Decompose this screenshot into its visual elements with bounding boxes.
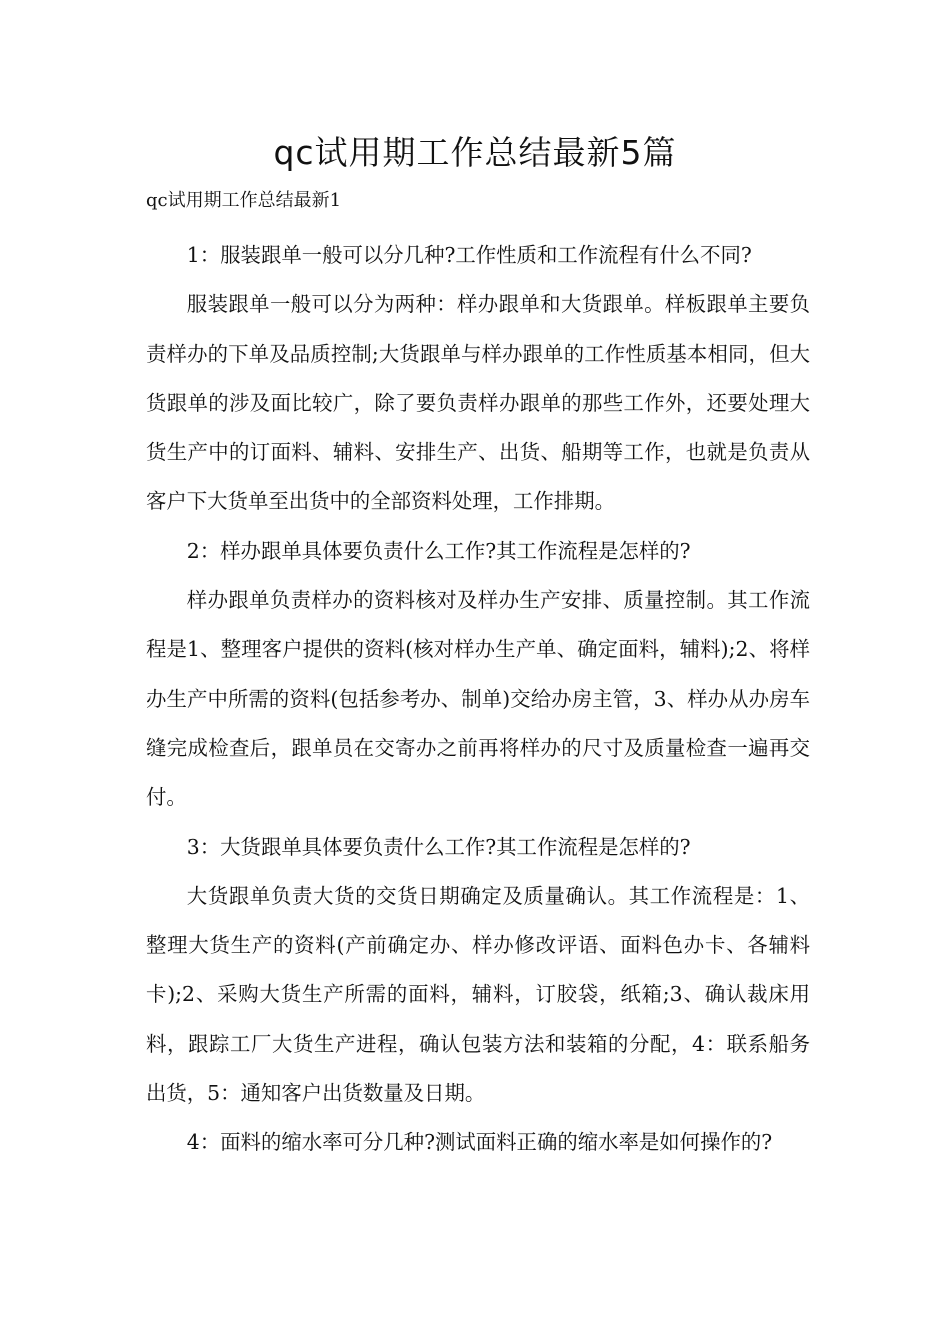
question-paragraph: 2：样办跟单具体要负责什么工作?其工作流程是怎样的? (186, 538, 691, 563)
answer-paragraph: 样办跟单负责样办的资料核对及样办生产安排、质量控制。其工作流程是1、整理客户提供的资料(核对样办生产单、确定面料，辅料);2、将样办生产中所需的资料(包括参考办、制单)交给办房主管，3、样办从办房车缝完成检查后，跟单员在交寄办之前再将样办的尺寸及质量检查一遍再交付。 (146, 588, 810, 810)
answer-paragraph: 大货跟单负责大货的交货日期确定及质量确认。其工作流程是：1、整理大货生产的资料(产前确定办、样办修改评语、面料色办卡、各辅料卡);2、采购大货生产所需的面料，辅料，订胶袋，纸箱;3、确认裁床用料，跟踪工厂大货生产进程，确认包装方法和装箱的分配，4：联系船务出货，5：通知客户出货数量及日期。 (146, 883, 810, 1106)
question-paragraph: 4：面料的缩水率可分几种?测试面料正确的缩水率是如何操作的? (186, 1130, 773, 1155)
document-body (146, 231, 810, 1168)
answer-paragraph: 服装跟单一般可以分为两种：样办跟单和大货跟单。样板跟单主要负责样办的下单及品质控制;大货跟单与样办跟单的工作性质基本相同，但大货跟单的涉及面比较广，除了要负责样办跟单的那些工作外，还要处理大货生产中的订面料、辅料、安排生产、出货、船期等工作，也就是负责从客户下大货单至出货中的全部资料处理，工作排期。 (146, 292, 810, 514)
question-paragraph: 3：大货跟单具体要负责什么工作?其工作流程是怎样的? (186, 834, 691, 859)
question-paragraph: 1：服装跟单一般可以分几种?工作性质和工作流程有什么不同? (186, 243, 752, 267)
document-subtitle: qc试用期工作总结最新1 (146, 190, 342, 211)
document-title: qc试用期工作总结最新5篇 (273, 133, 677, 172)
